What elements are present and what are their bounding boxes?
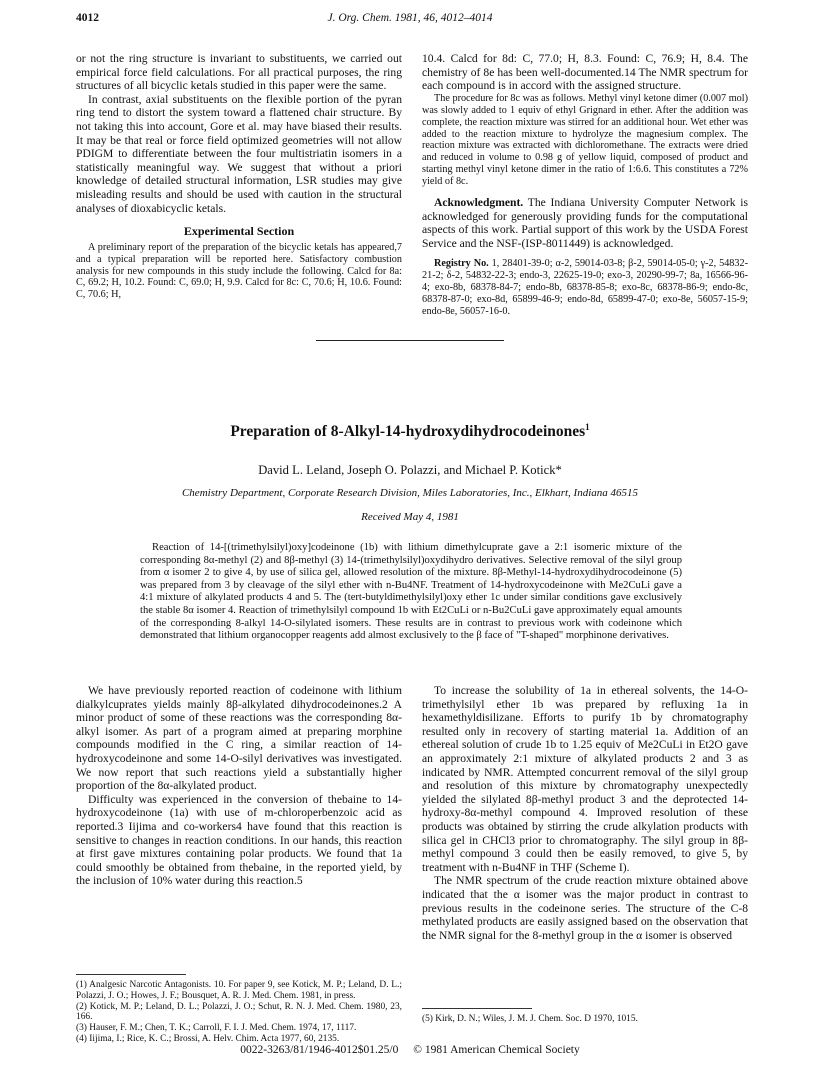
footnotes-left (76, 980, 402, 1045)
article-left-column (76, 684, 402, 888)
running-head (76, 12, 744, 30)
body-paragraph: or not the ring structure is invariant to substituents, we carried out empirical force field calculations. For all practical purposes, the ring structures of all bicyclic ketals studied in this paper were the same. (76, 52, 402, 93)
prev-article-right-column (422, 52, 748, 318)
article-right-column (422, 684, 748, 942)
footnotes-right (422, 1014, 748, 1025)
acknowledgment-label: Acknowledgment. (434, 196, 524, 210)
section-heading: Experimental Section (183, 224, 295, 239)
page-footer (76, 1044, 744, 1056)
article-title (60, 422, 760, 441)
registry-label: Registry No. (434, 258, 489, 270)
article-divider (316, 340, 504, 341)
body-paragraph: In contrast, axial substituents on the flexible portion of the pyran ring tend to distort the system toward a flattened chair structure. By not taking this into account, Gore et al. may have biased their results. It may be that real or force field optimized geometries will not allow PDIGM to differentiate between the four multistriatin isomers in a statistically meaningful way. We suggest that without a priori knowledge of detailed structural information, LSR studies may give misleading results and should be used with caution in the structural analyses of dioxabicyclic ketals. (76, 92, 402, 215)
price-code: 0022-3263/81/1946-4012$01.25/0 (240, 1044, 399, 1056)
acknowledgment-text: The Indiana University Computer Network is acknowledged for generously providing funds for the computational aspects of this work. Partial support of this work by the USDA Forest Service and the NSF-(ISP-8011449) is acknowledged. (422, 196, 748, 250)
abstract (140, 542, 682, 643)
footnote: (3) Hauser, F. M.; Chen, T. K.; Carroll, F. I. J. Med. Chem. 1974, 17, 1117. (76, 1023, 357, 1034)
registry-text: 1, 28401-39-0; α-2, 59014-03-8; β-2, 59014-05-0; γ-2, 54832-21-2; δ-2, 54832-22-3; endo-3, 22625-19-0; exo-3, 20290-99-7; 8a, 16566-96-4; exo-8b, 68378-84-7; endo-8b, 68378-85-8; exo-8c, 68378-86-9; endo-8c, 68378-87-0; exo-8d, 65899-46-9; endo-8d, 65899-47-0; exo-8e, 56057-15-9; endo-8e, 56057-16-0. (422, 258, 748, 318)
footnote: (1) Analgesic Narcotic Antagonists. 10. For paper 9, see Kotick, M. P.; Leland, D. L.; Polazzi, J. O.; Howes, J. F.; Bousquet, A. R. J. Med. Chem. 1981, in press. (76, 980, 402, 1001)
article-authors: David L. Leland, Joseph O. Polazzi, and Michael P. Kotick* (258, 463, 562, 477)
body-paragraph: We have previously reported reaction of codeinone with lithium dialkylcuprates yields mainly 8β-alkylated dihydrocodeinones.2 A minor product of some of these reactions was the corresponding 8α-alkyl isomer. As part of a program aimed at preparing morphine compounds modified in the C ring, a similar reaction of 14-hydroxycodeinone and some 14-O-silyl derivatives was investigated. We now report that such reactions yield a substantially higher proportion of the 8α-alkylated product. (76, 684, 402, 793)
footnote: (5) Kirk, D. N.; Wiles, J. M. J. Chem. Soc. D 1970, 1015. (422, 1014, 638, 1024)
body-paragraph: To increase the solubility of 1a in ethereal solvents, the 14-O-trimethylsilyl ether 1b was prepared by refluxing 1a in hexamethyldisilizane. Efforts to purify 1b by chromatography resulted only in recovery of starting material 1a. Addition of an ethereal solution of crude 1b to 1.25 equiv of Me2CuLi in Et2O gave an approximately 2:1 mixture of alkylated products 2 and 3 as indicated by NMR. Attempted concurrent removal of the silyl group and resolution of this mixture by chromatography unexpectedly yielded the silylated 8β-methyl product 3 and the deprotected 14-hydroxy-8α-methyl compound 4. Improved resolution of these products was obtained by stirring the crude alkylation products with silica gel in CHCl3 prior to chromatography. The silyl group in 8β-methyl compound 3 could then be easily removed, to give 5, by treatment with n-Bu4NF in THF (Scheme I). (422, 684, 748, 874)
experimental-paragraph: A preliminary report of the preparation of the bicyclic ketals has appeared,7 and a typical preparation will be reported here. Satisfactory combustion analysis for new compounds in this study include the following. Calcd for 8a: C, 69.2; H, 10.2. Found: C, 69.0; H, 9.9. Calcd for 8c: C, 70.6; H, 10.6. Found: C, 70.6; H, (76, 241, 402, 301)
prev-article-left-column (76, 52, 402, 301)
registry-paragraph (422, 258, 748, 318)
footnote-rule (422, 1008, 532, 1009)
footnote: (4) Iijima, I.; Rice, K. C.; Brossi, A. Helv. Chim. Acta 1977, 60, 2135. (76, 1033, 340, 1044)
article-affiliation: Chemistry Department, Corporate Research Division, Miles Laboratories, Inc., Elkhart, Indiana 46515 (181, 487, 639, 499)
acknowledgment-paragraph (422, 196, 748, 250)
abstract-text: Reaction of 14-[(trimethylsilyl)oxy]codeinone (1b) with lithium dimethylcuprate gave a 2:1 isomeric mixture of the corresponding 8α-methyl (2) and 8β-methyl (3) 14-(trimethylsilyl)oxydihydro derivatives. Selective removal of the silyl group from α isomer 2 to give 4, by use of silica gel, allowed resolution of the mixture. 8β-Methyl-14-hydroxydihydrocodeinone (5) was prepared from 3 by cleavage of the silyl ether with n-Bu4NF. Treatment of 14-hydroxycodeinone with Me2CuLi gave a 4:1 mixture of alkylated products 4 and 5. The (tert-butyldimethylsilyl)oxy ether 1c under similar conditions gave exclusively the stable 8α isomer 4. Reaction of trimethylsilyl compound 1b with Et2CuLi or n-Bu2CuLi gave approximately equal amounts of the corresponding 8-alkyl 14-O-silylated isomers. These results are in contrast to previous work with codeinone which demonstrated that lithium organocopper reagents add almost exclusively to the β face of "T-shaped" morphinone derivatives. (140, 542, 682, 642)
title-footnote-marker: 1 (585, 422, 590, 432)
footnote-rule (76, 974, 186, 975)
body-paragraph: The NMR spectrum of the crude reaction mixture obtained above indicated that the α isomer was the major product in contrast to previous results in the codeinone series. The structure of the C-8 methylated products are easily assigned based on the observation that the NMR signal for the 8-methyl group in the α isomer is observed (422, 874, 748, 942)
procedure-paragraph: The procedure for 8c was as follows. Methyl vinyl ketone dimer (0.007 mol) was slowly added to 1 equiv of ethyl Grignard in ether. After the addition was complete, the reaction mixture was stirred for an additional hour. Wet ether was added to the reaction mixture to hydrolyze the magnesium complex. The reaction mixture was extracted with dichloromethane. The extracts were dried and reduced in volume to 0.98 g of yellow liquid, composed of product and starting methyl vinyl ketone dimer in the ratio of 1:6.6. This constitutes a 72% yield of 8c. (422, 92, 748, 188)
journal-citation: J. Org. Chem. 1981, 46, 4012–4014 (327, 12, 493, 24)
received-date: Received May 4, 1981 (361, 511, 459, 523)
article-title-text: Preparation of 8-Alkyl-14-hydroxydihydrocodeinones (230, 423, 586, 441)
page-number: 4012 (76, 12, 99, 24)
body-paragraph: 10.4. Calcd for 8d: C, 77.0; H, 8.3. Found: C, 76.9; H, 8.4. The chemistry of 8e has been well-documented.14 The NMR spectrum for each compound is in accord with the assigned structure. (422, 52, 748, 93)
copyright: © 1981 American Chemical Society (413, 1044, 580, 1056)
footnote: (2) Kotick, M. P.; Leland, D. L.; Polazzi, J. O.; Schut, R. N. J. Med. Chem. 1980, 23, 166. (76, 1001, 402, 1023)
body-paragraph: Difficulty was experienced in the conversion of thebaine to 14-hydroxycodeinone (1a) with use of m-chloroperbenzoic acid as reported.3 Iijima and co-workers4 have found that this reaction is sensitive to changes in reaction conditions. In our hands, this reaction at first gave mixtures containing polar products. We found that 1a could smoothly be obtained from thebaine, in the reported yield, by the inclusion of 10% water during this reaction.5 (76, 792, 402, 888)
